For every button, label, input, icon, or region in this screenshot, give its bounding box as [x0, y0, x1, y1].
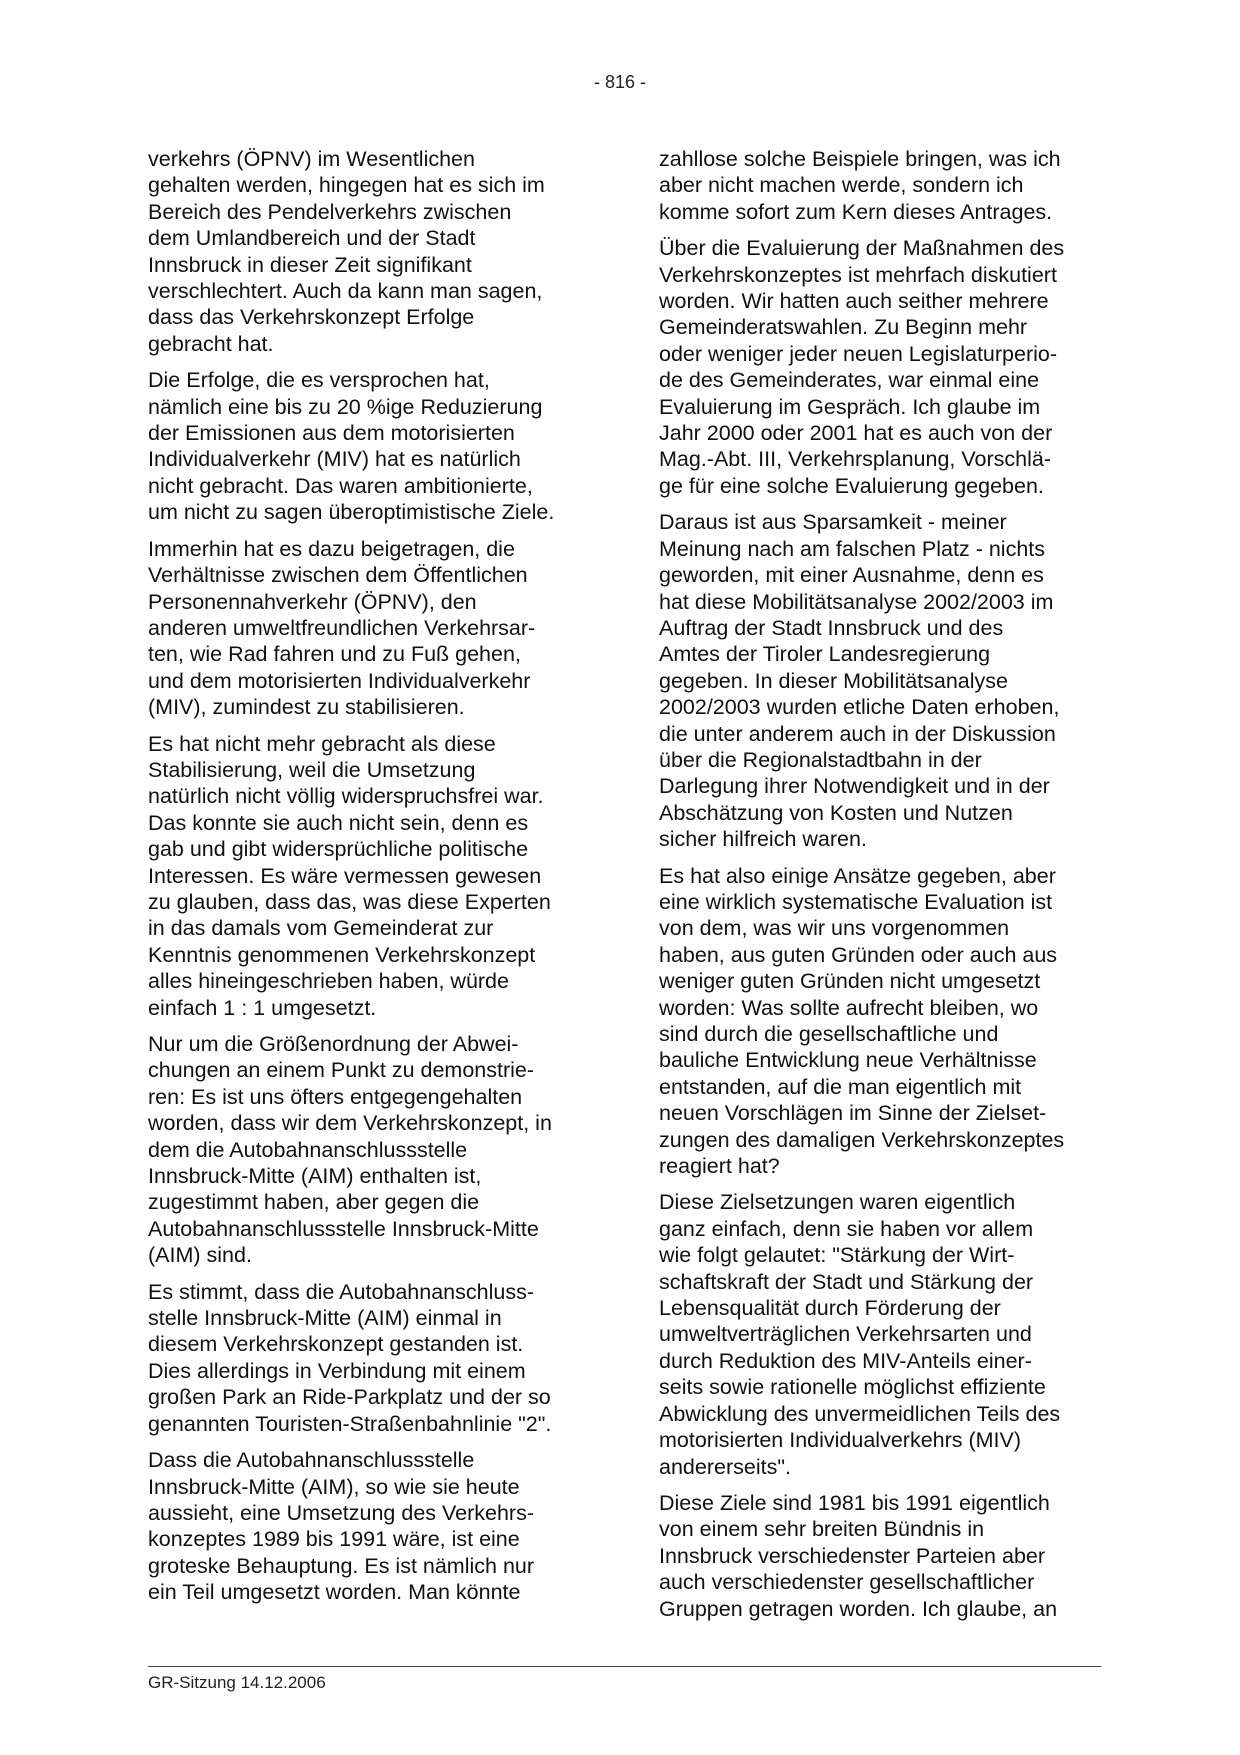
text-line: auch verschiedenster gesellschaftlicher [659, 1570, 1035, 1595]
text-line: anderen umweltfreundlichen Verkehrsar- [148, 615, 536, 640]
text-line: ten, wie Rad fahren und zu Fuß gehen, [148, 642, 521, 667]
text-line: gehalten werden, hingegen hat es sich im [148, 173, 545, 198]
text-line: Dass die Autobahnanschlussstelle [148, 1448, 475, 1473]
text-line: ganz einfach, denn sie haben vor allem [659, 1216, 1034, 1241]
text-line: Innsbruck verschiedenster Parteien aber [659, 1543, 1046, 1568]
text-line: chungen an einem Punkt zu demonstrie- [148, 1058, 535, 1083]
text-line: Interessen. Es wäre vermessen gewesen [148, 863, 542, 888]
text-line: Evaluierung im Gespräch. Ich glaube im [659, 394, 1041, 419]
text-line: Gemeinderatswahlen. Zu Beginn mehr [659, 315, 1028, 340]
text-line: Amtes der Tiroler Landesregierung [659, 642, 991, 667]
paragraph [659, 1490, 1099, 1622]
text-line: zungen des damaligen Verkehrskonzeptes [659, 1127, 1065, 1152]
text-line: aber nicht machen werde, sondern ich [659, 173, 1024, 198]
text-line: zugestimmt haben, aber gegen die [148, 1190, 480, 1215]
text-line: in das damals vom Gemeinderat zur [148, 916, 494, 941]
text-line: natürlich nicht völlig widerspruchsfrei war. [148, 784, 544, 809]
left-text-column [148, 146, 588, 1616]
paragraph [148, 1031, 588, 1269]
text-line: ge für eine solche Evaluierung gegeben. [659, 473, 1044, 498]
text-line: Bereich des Pendelverkehrs zwischen [148, 199, 512, 224]
text-line: Kenntnis genommenen Verkehrskonzept [148, 942, 536, 967]
text-line: Meinung nach am falschen Platz - nichts [659, 536, 1046, 561]
paragraph [659, 509, 1099, 852]
text-line: umweltverträglichen Verkehrsarten und [659, 1322, 1032, 1347]
page-number: - 816 - [593, 72, 647, 92]
text-line: Dies allerdings in Verbindung mit einem [148, 1358, 526, 1383]
text-line: groteske Behauptung. Es ist nämlich nur [148, 1553, 535, 1578]
text-line: komme sofort zum Kern dieses Antrages. [659, 199, 1053, 224]
paragraph [659, 1189, 1099, 1479]
text-line: dem die Autobahnanschlussstelle [148, 1137, 468, 1162]
text-line: Individualverkehr (MIV) hat es natürlich [148, 447, 521, 472]
text-line: entstanden, auf die man eigentlich mit [659, 1074, 1022, 1099]
text-line: wie folgt gelautet: "Stärkung der Wirt- [659, 1243, 1015, 1268]
text-line: bauliche Entwicklung neue Verhältnisse [659, 1048, 1037, 1073]
text-line: großen Park an Ride-Parkplatz und der so [148, 1385, 551, 1410]
text-line: ren: Es ist uns öfters entgegengehalten [148, 1084, 523, 1109]
text-line: von einem sehr breiten Bündnis in [659, 1517, 985, 1542]
text-line: Gruppen getragen worden. Ich glaube, an [659, 1596, 1058, 1621]
paragraph [148, 1447, 588, 1605]
footer-session-label: GR-Sitzung 14.12.2006 [148, 1673, 326, 1692]
text-line: genannten Touristen-Straßenbahnlinie "2". [148, 1411, 552, 1436]
text-line: konzeptes 1989 bis 1991 wäre, ist eine [148, 1527, 520, 1552]
text-line: oder weniger jeder neuen Legislaturperio- [659, 341, 1058, 366]
paragraph [148, 146, 588, 357]
text-line: (MIV), zumindest zu stabilisieren. [148, 695, 465, 720]
text-line: nämlich eine bis zu 20 %ige Reduzierung [148, 394, 543, 419]
text-line: weniger guten Gründen nicht umgesetzt [659, 969, 1041, 994]
text-line: andererseits". [659, 1454, 791, 1479]
text-line: Daraus ist aus Sparsamkeit - meiner [659, 510, 1007, 535]
text-line: Abschätzung von Kosten und Nutzen [659, 800, 1013, 825]
text-line: Auftrag der Stadt Innsbruck und des [659, 615, 1004, 640]
text-line: Immerhin hat es dazu beigetragen, die [148, 536, 515, 561]
text-line: Innsbruck-Mitte (AIM), so wie sie heute [148, 1474, 520, 1499]
text-line: ein Teil umgesetzt worden. Man könnte [148, 1580, 521, 1605]
text-line: Mag.-Abt. III, Verkehrsplanung, Vorschlä- [659, 447, 1051, 472]
text-line: Stabilisierung, weil die Umsetzung [148, 757, 476, 782]
text-line: diesem Verkehrskonzept gestanden ist. [148, 1332, 524, 1357]
text-line: Verhältnisse zwischen dem Öffentlichen [148, 563, 528, 588]
text-line: neuen Vorschlägen im Sinne der Zielset- [659, 1101, 1047, 1126]
text-line: die unter anderem auch in der Diskussion [659, 721, 1056, 746]
text-line: worden. Wir hatten auch seither mehrere [659, 289, 1049, 314]
text-line: worden, dass wir dem Verkehrskonzept, in [148, 1111, 552, 1136]
text-line: eine wirklich systematische Evaluation ist [659, 889, 1053, 914]
text-line: worden: Was sollte aufrecht bleiben, wo [659, 995, 1039, 1020]
text-line: verschlechtert. Auch da kann man sagen, [148, 279, 543, 304]
text-line: durch Reduktion des MIV-Anteils einer- [659, 1348, 1032, 1373]
text-line: Diese Ziele sind 1981 bis 1991 eigentlich [659, 1490, 1050, 1515]
text-line: Es stimmt, dass die Autobahnanschluss- [148, 1279, 534, 1304]
text-line: nicht gebracht. Das waren ambitionierte, [148, 473, 533, 498]
paragraph [148, 536, 588, 721]
text-line: Personennahverkehr (ÖPNV), den [148, 589, 477, 614]
text-line: seits sowie rationelle möglichst effiziente [659, 1375, 1046, 1400]
text-line: Es hat nicht mehr gebracht als diese [148, 731, 496, 756]
text-line: um nicht zu sagen überoptimistische Ziele. [148, 500, 555, 525]
text-line: schaftskraft der Stadt und Stärkung der [659, 1269, 1034, 1294]
text-line: Es hat also einige Ansätze gegeben, aber [659, 863, 1056, 888]
text-line: und dem motorisierten Individualverkehr [148, 668, 531, 693]
text-line: stelle Innsbruck-Mitte (AIM) einmal in [148, 1306, 502, 1331]
text-line: aussieht, eine Umsetzung des Verkehrs- [148, 1500, 535, 1525]
text-line: Über die Evaluierung der Maßnahmen des [659, 236, 1065, 261]
text-line: der Emissionen aus dem motorisierten [148, 421, 515, 446]
footer-divider [148, 1666, 1101, 1667]
text-line: einfach 1 : 1 umgesetzt. [148, 995, 377, 1020]
text-line: Innsbruck in dieser Zeit signifikant [148, 252, 472, 277]
text-line: Darlegung ihrer Notwendigkeit und in der [659, 774, 1050, 799]
text-line: von dem, was wir uns vorgenommen [659, 916, 1010, 941]
text-line: (AIM) sind. [148, 1243, 252, 1268]
text-line: gegeben. In dieser Mobilitätsanalyse [659, 668, 1008, 693]
paragraph [148, 367, 588, 525]
paragraph [148, 731, 588, 1021]
text-line: Abwicklung des unvermeidlichen Teils des [659, 1401, 1061, 1426]
paragraph [659, 146, 1099, 225]
right-text-column [659, 146, 1099, 1632]
text-line: gebracht hat. [148, 331, 274, 356]
text-line: Verkehrskonzeptes ist mehrfach diskutiert [659, 262, 1057, 287]
text-line: Lebensqualität durch Förderung der [659, 1296, 1001, 1321]
text-line: dass das Verkehrskonzept Erfolge [148, 305, 475, 330]
text-line: Nur um die Größenordnung der Abwei- [148, 1032, 519, 1056]
text-line: Das konnte sie auch nicht sein, denn es [148, 810, 529, 835]
text-line: alles hineingeschrieben haben, würde [148, 969, 509, 994]
text-line: Diese Zielsetzungen waren eigentlich [659, 1190, 1016, 1215]
text-line: haben, aus guten Gründen oder auch aus [659, 942, 1058, 967]
text-line: dem Umlandbereich und der Stadt [148, 226, 476, 251]
text-line: sicher hilfreich waren. [659, 827, 867, 852]
text-line: geworden, mit einer Ausnahme, denn es [659, 563, 1044, 588]
text-line: verkehrs (ÖPNV) im Wesentlichen [148, 147, 475, 171]
text-line: Die Erfolge, die es versprochen hat, [148, 368, 490, 393]
text-line: gab und gibt widersprüchliche politische [148, 837, 529, 862]
text-line: Jahr 2000 oder 2001 hat es auch von der [659, 421, 1053, 446]
text-line: 2002/2003 wurden etliche Daten erhoben, [659, 695, 1060, 720]
text-line: reagiert hat? [659, 1154, 780, 1179]
paragraph [659, 235, 1099, 499]
paragraph [659, 863, 1099, 1180]
text-line: sind durch die gesellschaftliche und [659, 1022, 999, 1046]
text-line: de des Gemeinderates, war einmal eine [659, 368, 1040, 393]
paragraph [148, 1279, 588, 1437]
text-line: zu glauben, dass das, was diese Experten [148, 889, 551, 914]
text-line: Autobahnanschlussstelle Innsbruck-Mitte [148, 1216, 539, 1241]
text-line: motorisierten Individualverkehrs (MIV) [659, 1428, 1022, 1453]
text-line: über die Regionalstadtbahn in der [659, 747, 982, 772]
text-line: zahllose solche Beispiele bringen, was ich [659, 147, 1061, 171]
text-line: hat diese Mobilitätsanalyse 2002/2003 im [659, 589, 1054, 614]
text-line: Innsbruck-Mitte (AIM) enthalten ist, [148, 1164, 482, 1189]
